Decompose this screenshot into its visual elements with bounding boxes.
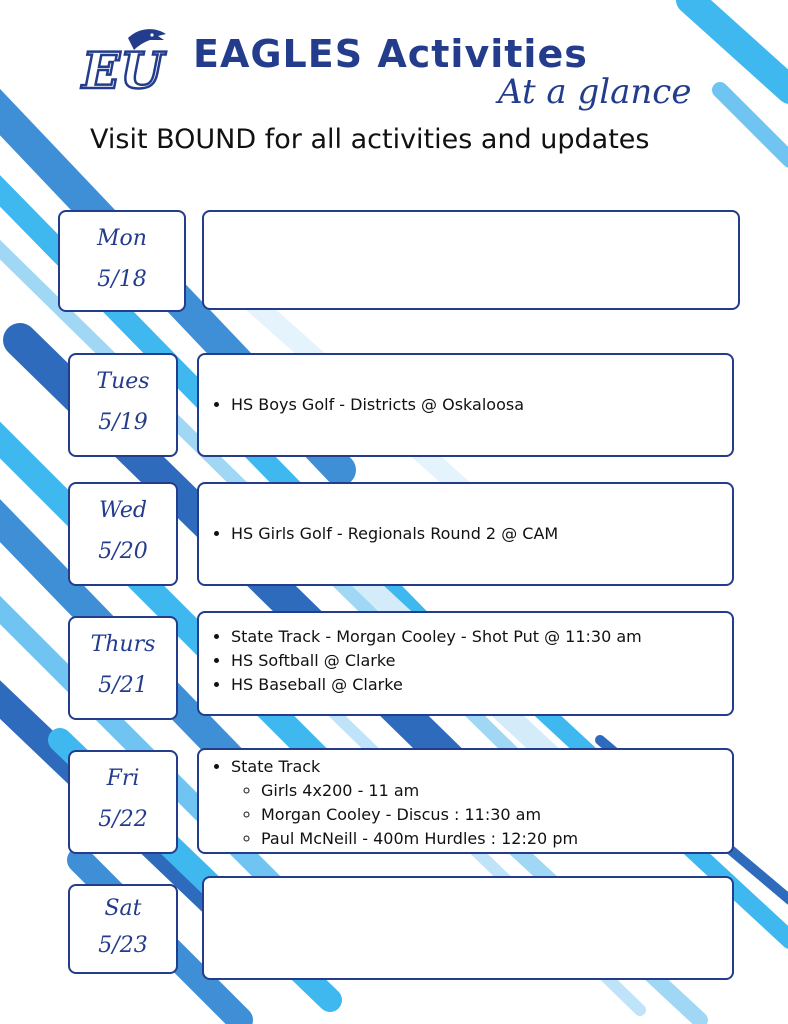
day-box-tues <box>68 353 178 457</box>
day-date: 5/19 <box>98 410 148 435</box>
event-list <box>199 625 732 697</box>
day-box-sat <box>68 884 178 974</box>
day-date: 5/21 <box>98 673 148 698</box>
day-date: 5/18 <box>97 267 147 292</box>
event-item <box>231 755 732 851</box>
day-date: 5/22 <box>98 807 148 832</box>
events-box-mon <box>202 210 740 310</box>
eagle-logo <box>78 24 170 100</box>
events-box-thurs <box>197 611 734 716</box>
event-list <box>199 755 732 851</box>
sub-event-item: ◦ Paul McNeill - 400m Hurdles : 12:20 pm <box>261 827 732 851</box>
event-item-label: State Track <box>231 757 321 776</box>
tagline: Visit BOUND for all activities and updates <box>90 124 650 155</box>
event-item: • HS Baseball @ Clarke <box>231 673 732 697</box>
events-box-sat <box>202 876 734 980</box>
events-box-fri <box>197 748 734 854</box>
day-date: 5/20 <box>98 539 148 564</box>
day-box-fri <box>68 750 178 854</box>
day-name: Sat <box>104 896 142 921</box>
page-subtitle: At a glance <box>498 72 692 112</box>
events-box-tues <box>197 353 734 457</box>
day-name: Wed <box>99 498 147 523</box>
day-name: Fri <box>106 766 140 791</box>
day-box-mon <box>58 210 186 312</box>
day-name: Mon <box>97 226 147 251</box>
event-item: • HS Boys Golf - Districts @ Oskaloosa <box>231 393 732 417</box>
event-item: • State Track - Morgan Cooley - Shot Put @ 11:30 am <box>231 625 732 649</box>
event-list <box>199 393 732 417</box>
sub-event-list <box>231 779 732 851</box>
day-box-thurs <box>68 616 178 720</box>
event-item: • HS Girls Golf - Regionals Round 2 @ CAM <box>231 522 732 546</box>
day-date: 5/23 <box>98 933 148 958</box>
page-title: EAGLES Activities <box>193 32 588 76</box>
sub-event-item: ◦ Morgan Cooley - Discus : 11:30 am <box>261 803 732 827</box>
day-name: Thurs <box>90 632 156 657</box>
day-box-wed <box>68 482 178 586</box>
event-list <box>199 522 732 546</box>
day-name: Tues <box>96 369 150 394</box>
svg-text:EU: EU <box>82 41 164 100</box>
sub-event-item: ◦ Girls 4x200 - 11 am <box>261 779 732 803</box>
events-box-wed <box>197 482 734 586</box>
event-item: • HS Softball @ Clarke <box>231 649 732 673</box>
